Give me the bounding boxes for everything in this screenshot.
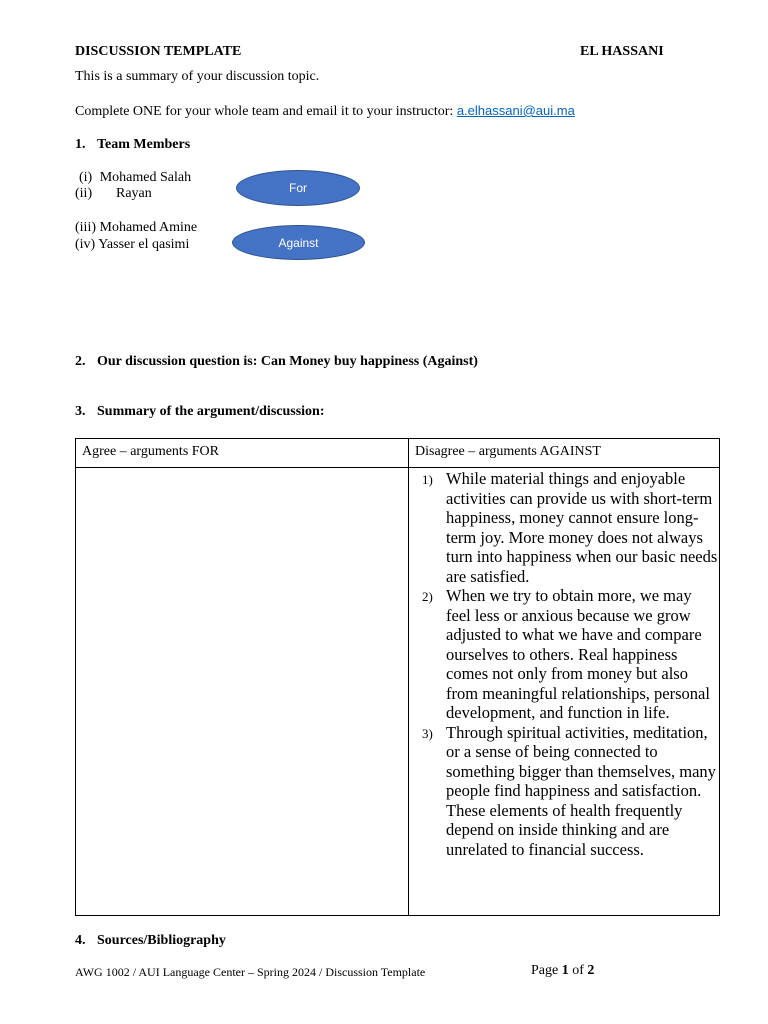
team-member	[75, 237, 189, 253]
page-prefix: Page	[531, 963, 562, 978]
team-member	[79, 170, 191, 186]
instruction-line	[75, 103, 575, 120]
instructor-email-link[interactable]: a.elhassani@aui.ma	[456, 103, 575, 118]
sources-heading	[75, 933, 226, 949]
column-header-against: Disagree – arguments AGAINST	[409, 439, 720, 468]
item-text: While material things and enjoyable activities can provide us with short-term happiness, money cannot ensure long-term joy. More money does not always turn into happiness when our basic needs are satisfied.	[446, 469, 718, 586]
table-body-row	[76, 468, 720, 916]
section-title: Sources/Bibliography	[97, 933, 226, 948]
footer-text: AWG 1002 / AUI Language Center – Spring 2024 / Discussion Template	[75, 965, 426, 979]
member-name: Yasser el qasimi	[98, 237, 190, 252]
list-item	[409, 469, 719, 586]
list-item	[409, 723, 719, 860]
instruction-text: Complete ONE for your whole team and email it to your instructor:	[75, 104, 454, 119]
member-number: (i)	[79, 170, 93, 185]
item-text: Through spiritual activities, meditation, or a sense of being connected to something bigger than themselves, many people find happiness and satisfaction.	[446, 722, 716, 800]
item-number: 2)	[422, 589, 433, 604]
summary-line: This is a summary of your discussion topic.	[75, 69, 320, 84]
member-number: (iv)	[75, 237, 96, 252]
section-title: Team Members	[97, 137, 191, 152]
section-number: 1.	[75, 137, 86, 152]
page-total: 2	[587, 963, 595, 978]
section-number: 2.	[75, 354, 86, 369]
against-arguments-list	[409, 469, 719, 859]
against-arguments-cell	[409, 468, 720, 916]
summary-heading	[75, 404, 325, 420]
team-member	[75, 186, 152, 202]
author-name: EL HASSANI	[580, 44, 664, 59]
page-mid: of	[568, 963, 588, 978]
member-number: (iii)	[75, 220, 96, 235]
document-title: DISCUSSION TEMPLATE	[75, 44, 242, 59]
table-header-row	[76, 439, 720, 468]
member-name: Mohamed Salah	[99, 170, 192, 185]
member-name: Mohamed Amine	[99, 220, 198, 235]
section-title: Summary of the argument/discussion:	[97, 404, 325, 419]
section-number: 3.	[75, 404, 86, 419]
section-number: 4.	[75, 933, 86, 948]
item-text: When we try to obtain more, we may feel less or anxious because we grow adjusted to what we have and compare ourselves to others. Real happiness comes not only from money but also from meaningful relationships, personal development, and function in life.	[446, 586, 710, 722]
for-oval: For	[236, 170, 360, 206]
member-name: Rayan	[116, 186, 152, 201]
team-members-heading	[75, 137, 190, 153]
against-oval: Against	[232, 225, 365, 260]
question-text: Our discussion question is: Can Money buy happiness (Against)	[97, 354, 478, 369]
column-header-for: Agree – arguments FOR	[76, 439, 409, 468]
closing-text: These elements of health frequently depend on inside thinking and are unrelated to financial success.	[446, 800, 683, 859]
page-current: 1	[561, 963, 569, 978]
discussion-question	[75, 354, 478, 370]
argument-summary-table	[75, 438, 720, 916]
page-number	[531, 963, 594, 979]
item-number: 3)	[422, 725, 433, 741]
for-arguments-cell	[76, 468, 409, 916]
item-number: 1)	[422, 472, 433, 487]
team-member	[75, 220, 197, 236]
member-number: (ii)	[75, 186, 93, 201]
list-item	[409, 586, 719, 723]
